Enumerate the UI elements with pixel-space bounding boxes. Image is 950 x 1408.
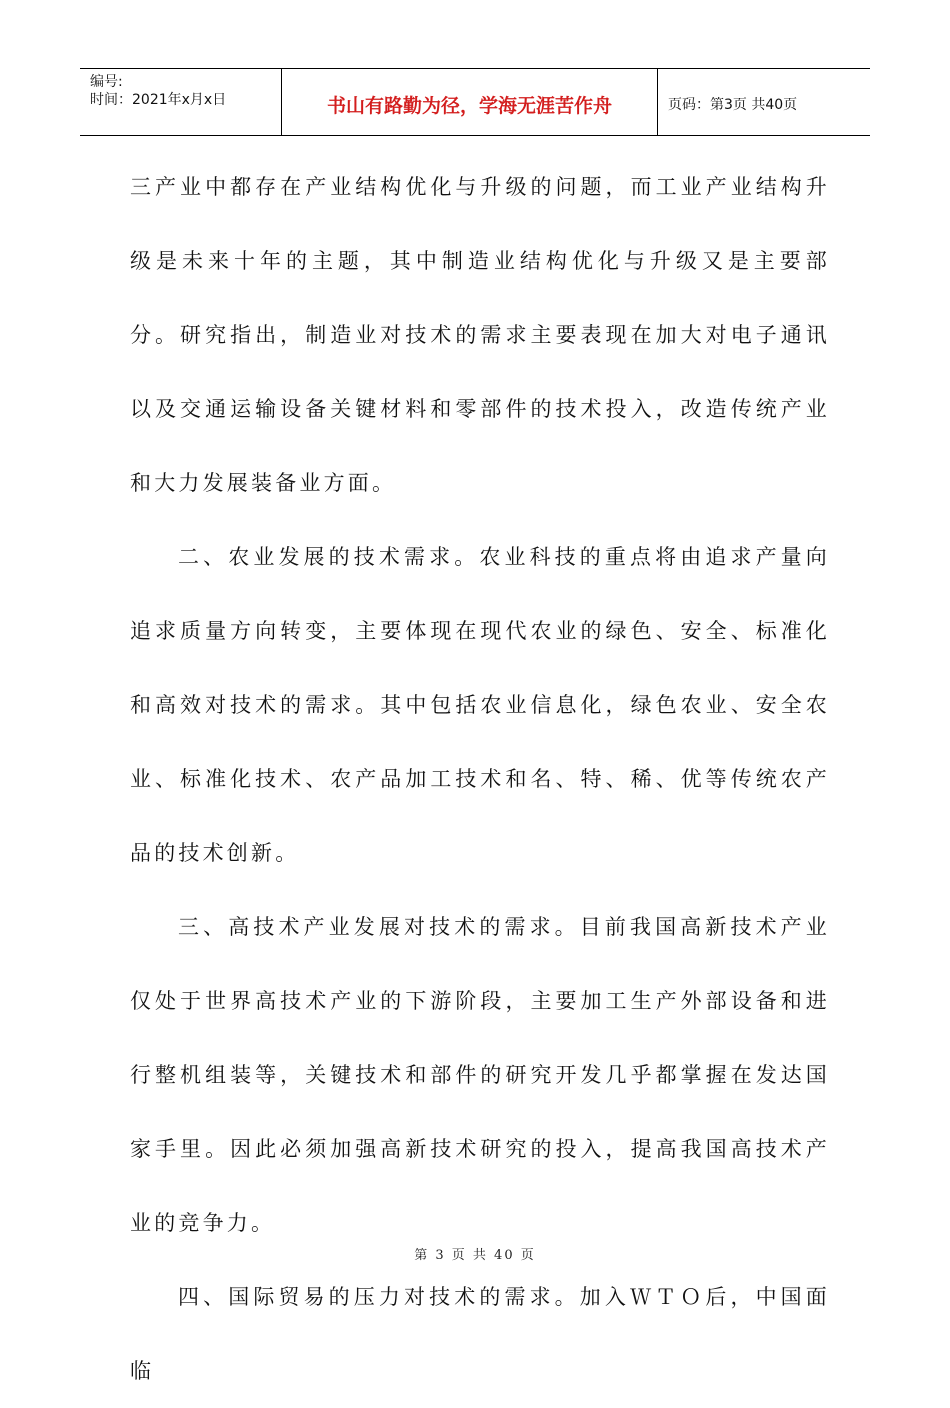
- paragraph-4: 四、国际贸易的压力对技术的需求。加入ＷＴＯ后，中国面临: [130, 1285, 830, 1383]
- doc-number-label: 编号:: [90, 74, 123, 90]
- paragraph-1: 三产业中都存在产业结构优化与升级的问题，而工业产业结构升级是未来十年的主题，其中制造业结构优化与升级又是主要部分。研究指出，制造业对技术的需求主要表现在加大对电子通讯以及交通运输设备关键材料和零部件的技术投入，改造传统产业和大力发展装备业方面。: [130, 175, 830, 495]
- motto-text: 书山有路勤为径，学海无涯苦作舟: [326, 94, 612, 117]
- paragraph-2: 二、农业发展的技术需求。农业科技的重点将由追求产量向追求质量方向转变，主要体现在现代农业的绿色、安全、标准化和高效对技术的需求。其中包括农业信息化，绿色农业、安全农业、标准化技术、农产品加工技术和名、特、稀、优等传统农产品的技术创新。: [130, 545, 830, 865]
- header-meta-cell: [80, 69, 282, 135]
- page-info: 页码：第3页 共40页: [668, 97, 798, 113]
- header-page-cell: [658, 69, 870, 135]
- page-footer: 第 3 页 共 40 页: [414, 1248, 536, 1263]
- header-motto-cell: [282, 69, 658, 135]
- paragraph-3: 三、高技术产业发展对技术的需求。目前我国高新技术产业仅处于世界高技术产业的下游阶段，主要加工生产外部设备和进行整机组装等，关键技术和部件的研究开发几乎都掌握在发达国家手里。因此必须加强高新技术研究的投入，提高我国高技术产业的竞争力。: [130, 915, 830, 1235]
- page-header: [80, 68, 870, 136]
- time-label: 时间：2021年x月x日: [90, 92, 227, 108]
- document-body: [130, 150, 830, 1408]
